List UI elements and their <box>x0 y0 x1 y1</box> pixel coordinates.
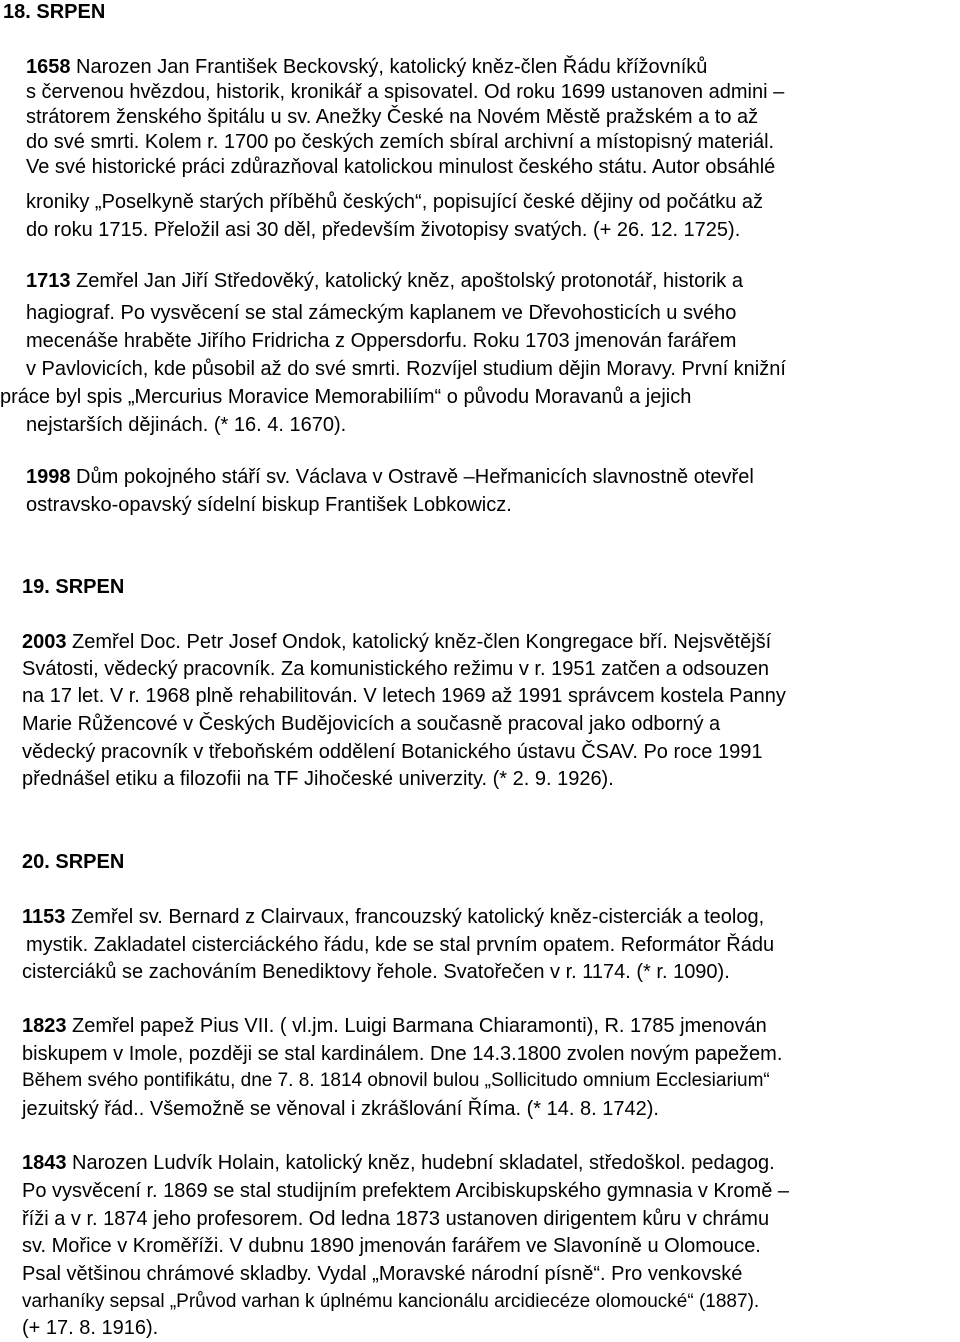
entry-year: 1658 <box>26 56 71 78</box>
entry-text: Zemřel papež Pius VII. ( vl.jm. Luigi Barmana Chiaramonti), R. 1785 jmenován <box>66 1015 767 1037</box>
entry-text: Zemřel Jan Jiří Středověký, katolický kněz, apoštolský protonotář, historik a <box>70 270 743 292</box>
entry-1713-line-1 <box>26 269 743 293</box>
entry-year: 1713 <box>26 270 71 292</box>
entry-year: 2003 <box>22 631 67 653</box>
entry-2003-line-1 <box>22 630 771 654</box>
entry-1843-line-5: Psal většinou chrámové skladby. Vydal „Moravské národní písně“. Pro venkovské <box>22 1263 743 1285</box>
entry-text: Zemřel Doc. Petr Josef Ondok, katolický kněz-člen Kongregace bří. Nejsvětější <box>66 631 772 653</box>
entry-2003-line-2: Svátosti, vědecký pracovník. Za komunistického režimu v r. 1951 zatčen a odsouzen <box>22 658 770 680</box>
entry-1998-line-1 <box>26 465 754 489</box>
section-heading-20-srpen: 20. SRPEN <box>22 851 125 873</box>
entry-1658-line-2: s červenou hvězdou, historik, kronikář a spisovatel. Od roku 1699 ustanoven admini – <box>26 81 785 103</box>
entry-1843-line-2: Po vysvěcení r. 1869 se stal studijním prefektem Arcibiskupského gymnasia v Kromě – <box>22 1180 790 1202</box>
entry-1843-line-1 <box>22 1151 775 1175</box>
entry-text: Narozen Ludvík Holain, katolický kněz, hudební skladatel, středoškol. pedagog. <box>66 1152 775 1174</box>
entry-1713-line-4: v Pavlovicích, kde působil až do své smrti. Rozvíjel studium dějin Moravy. První knižní <box>26 358 786 380</box>
entry-1823-line-4: jezuitský řád.. Všemožně se věnoval i zkrášlování Říma. (* 14. 8. 1742). <box>22 1098 659 1120</box>
entry-1658-line-5: Ve své historické práci zdůrazňoval katolickou minulost českého státu. Autor obsáhlé <box>26 156 776 178</box>
entry-1843-line-4: sv. Mořice v Kroměříži. V dubnu 1890 jmenován farářem ve Slavoníně u Olomouce. <box>22 1235 761 1257</box>
entry-1658-line-6: kroniky „Poselkyně starých příběhů českých“, popisující české dějiny od počátku až <box>26 191 764 213</box>
entry-text: Dům pokojného stáří sv. Václava v Ostravě –Heřmanicích slavnostně otevřel <box>70 466 754 488</box>
entry-1713-line-5: práce byl spis „Mercurius Moravice Memorabiliím“ o původu Moravanů a jejich <box>0 386 692 408</box>
entry-1823-line-2: biskupem v Imole, později se stal kardinálem. Dne 14.3.1800 zvolen novým papežem. <box>22 1043 783 1065</box>
entry-1658-line-7: do roku 1715. Přeložil asi 30 děl, především životopisy svatých. (+ 26. 12. 1725). <box>26 219 741 241</box>
entry-year: 1998 <box>26 466 71 488</box>
entry-1658-line-3: strátorem ženského špitálu u sv. Anežky České na Novém Městě pražském a to až <box>26 106 759 128</box>
entry-year: 1823 <box>22 1015 67 1037</box>
entry-2003-line-5: vědecký pracovník v třeboňském oddělení Botanického ústavu ČSAV. Po roce 1991 <box>22 741 763 763</box>
entry-1823-line-3: Během svého pontifikátu, dne 7. 8. 1814 obnovil bulou „Sollicitudo omnium Ecclesiarium“ <box>22 1070 770 1091</box>
entry-1843-line-3: říži a v r. 1874 jeho profesorem. Od ledna 1873 ustanoven dirigentem kůru v chrámu <box>22 1208 770 1230</box>
entry-1713-line-3: mecenáše hraběte Jiřího Fridricha z Oppersdorfu. Roku 1703 jmenován farářem <box>26 330 737 352</box>
entry-1998-line-2: ostravsko-opavský sídelní biskup František Lobkowicz. <box>26 494 512 516</box>
entry-1153-line-1 <box>22 905 764 929</box>
entry-1153-line-3: cisterciáků se zachováním Benediktovy řehole. Svatořečen v r. 1174. (* r. 1090). <box>22 961 730 983</box>
entry-text: Narozen Jan František Beckovský, katolický kněz-člen Řádu křížovníků <box>70 56 708 78</box>
entry-1823-line-1 <box>22 1014 767 1038</box>
entry-2003-line-6: přednášel etiku a filozofii na TF Jihočeské univerzity. (* 2. 9. 1926). <box>22 768 614 790</box>
entry-year: 1843 <box>22 1152 67 1174</box>
entry-1713-line-2: hagiograf. Po vysvěcení se stal zámeckým kaplanem ve Dřevohosticích u svého <box>26 302 737 324</box>
section-heading-18-srpen: 18. SRPEN <box>3 1 106 23</box>
entry-1843-line-7: (+ 17. 8. 1916). <box>22 1317 159 1339</box>
section-heading-19-srpen: 19. SRPEN <box>22 576 125 598</box>
entry-year: 1153 <box>22 906 66 928</box>
entry-1153-line-2: mystik. Zakladatel cisterciáckého řádu, kde se stal prvním opatem. Reformátor Řádu <box>26 934 775 956</box>
entry-1713-line-6: nejstarších dějinách. (* 16. 4. 1670). <box>26 414 347 436</box>
entry-2003-line-3: na 17 let. V r. 1968 plně rehabilitován. V letech 1969 až 1991 správcem kostela Panny <box>22 685 786 707</box>
entry-text: Zemřel sv. Bernard z Clairvaux, francouzský katolický kněz-cisterciák a teolog, <box>65 906 765 928</box>
entry-1658-line-4: do své smrti. Kolem r. 1700 po českých zemích sbíral archivní a místopisný materiál. <box>26 131 775 153</box>
entry-1843-line-6: varhaníky sepsal „Průvod varhan k úplnému kancionálu arcidiecéze olomoucké“ (1887). <box>22 1291 760 1312</box>
entry-2003-line-4: Marie Růžencové v Českých Budějovicích a současně pracoval jako odborný a <box>22 713 721 735</box>
entry-1658-line-1 <box>26 55 707 79</box>
